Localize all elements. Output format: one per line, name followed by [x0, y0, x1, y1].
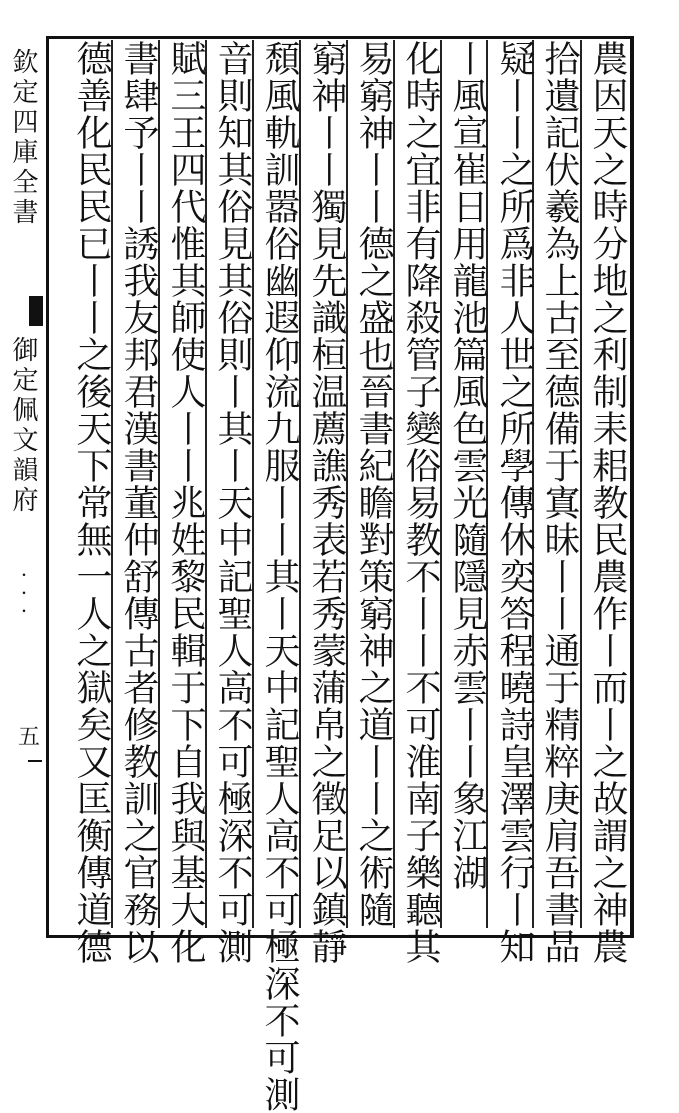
page-number-rule	[28, 760, 42, 762]
text-column-4: 丨風宣崔日用龍池篇風色雲光隨隱見赤雲丨丨象江湖	[447, 40, 488, 891]
fish-tail-mark	[29, 296, 43, 326]
text-column-1: 農因天之時分地之利制耒耜教民農作丨而丨之故謂之神農	[587, 40, 628, 965]
trailing-marks: ・・・	[15, 568, 31, 622]
text-column-6: 易窮神丨丨德之盛也晉書紀瞻對策窮神之道丨丨之術隨	[353, 40, 394, 928]
book-title: 欽定四庫全書	[8, 48, 38, 228]
text-column-2: 拾遺記伏羲為上古至德備于寘昧丨丨通于精粹庚肩吾書品	[539, 40, 580, 965]
text-column-11: 書肆予丨丨誘我友邦君漢書董仲舒傳古者修教訓之官務以	[118, 40, 159, 965]
page-number: 五	[18, 725, 41, 750]
text-column-7: 窮神丨丨獨見先識桓温薦譙秀表若秀蒙蒲帛之徵足以鎮靜	[306, 40, 347, 965]
text-column-5: 化時之宜非有降殺管子變俗易教不丨丨不可淮南子樂聽其	[400, 40, 441, 965]
volume-title: 御定佩文韻府	[8, 336, 38, 516]
text-column-3: 疑丨丨之所爲非人世之所學傳休奕答程曉詩皇澤雲行丨知	[494, 40, 535, 965]
text-column-12: 德善化民民已丨丨之後天下常無一人之獄矣又匡衡傳道德	[71, 40, 112, 965]
text-column-9: 音則知其俗見其俗則丨其丨天中記聖人高不可極深不可測	[212, 40, 253, 965]
text-column-10: 賦三王四代惟其師使人丨丨兆姓黎民輯于下自我與基大化	[165, 40, 206, 965]
text-column-8: 頹風軌訓嚣俗幽遐仰流九服丨丨其丨天中記聖人高不可極深不可測	[259, 40, 300, 1113]
